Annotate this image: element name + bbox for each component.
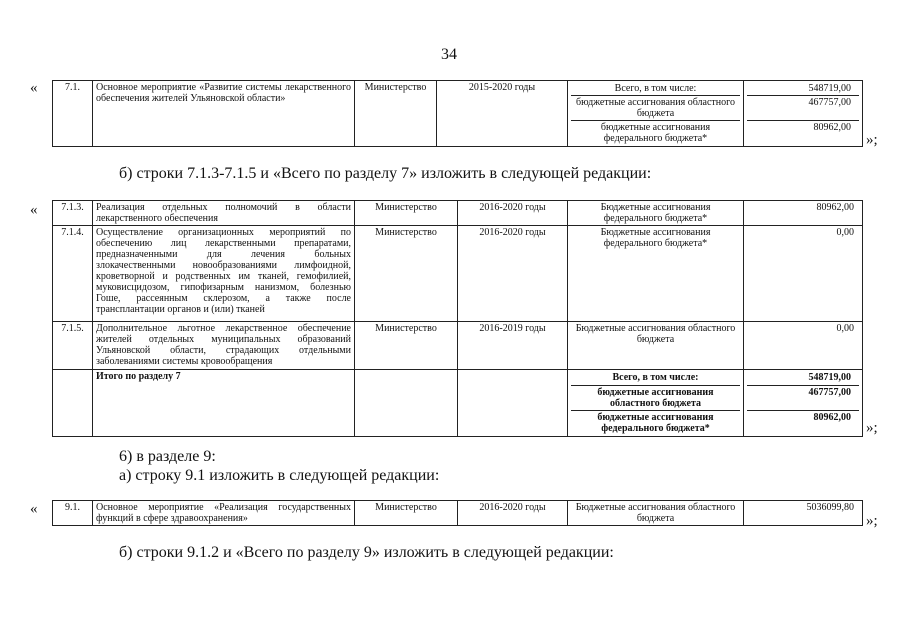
row-number: 9.1.	[53, 501, 93, 526]
row-name: Реализация отдельных полномочий в области лекарственного обеспечения	[93, 201, 355, 226]
source-regional: бюджетные ассигнования областного бюджета	[571, 385, 740, 410]
row-period: 2016-2019 годы	[458, 322, 568, 370]
table-row	[53, 322, 863, 370]
source-regional: бюджетные ассигнования областного бюджета	[571, 95, 740, 120]
row-name: Основное мероприятие «Реализация государственных функций в сфере здравоохранения»	[93, 501, 355, 526]
total-amounts	[744, 370, 863, 437]
row-number: 7.1.3.	[53, 201, 93, 226]
page-number: 34	[441, 46, 457, 63]
row-sources	[568, 81, 744, 147]
quote-open: «	[30, 80, 38, 96]
table-row-7-1	[52, 80, 863, 147]
amount-federal: 80962,00	[747, 120, 859, 145]
table-row	[53, 226, 863, 322]
source-federal: бюджетные ассигнования федерального бюджета*	[571, 410, 740, 435]
row-period	[458, 370, 568, 437]
amount-regional: 467757,00	[747, 95, 859, 120]
row-executor: Министерство	[355, 81, 437, 147]
quote-open: «	[30, 501, 38, 517]
total-sources	[568, 370, 744, 437]
quote-open: «	[30, 202, 38, 218]
row-name: Дополнительное льготное лекарственное обеспечение жителей отдельных муниципальных образований Ульяновской области, страдающих отдельными заболеваниями системы кровообращения	[93, 322, 355, 370]
table-row	[53, 201, 863, 226]
row-name: Осуществление организационных мероприятий по обеспечению лиц лекарственными препаратами, предназначенными для лечения больных злокачественными новообразованиями лимфоидной, кроветворной и родственных им тканей, гемофилией, муковисцидозом, гипофизарным нанизмом, болезнью Гоше, рассеянным склерозом, а также после трансплантации органов и (или) тканей	[93, 226, 355, 322]
paragraph-a: а) строку 9.1 изложить в следующей редакции:	[119, 467, 440, 484]
source-total: Всего, в том числе:	[612, 372, 699, 383]
paragraph-b-7: б) строки 7.1.3-7.1.5 и «Всего по разделу 7» изложить в следующей редакции:	[119, 165, 652, 182]
row-executor: Министерство	[355, 322, 458, 370]
row-period: 2016-2020 годы	[458, 501, 568, 526]
quote-close: »;	[866, 420, 878, 436]
table-rows-7-1-3-to-7-1-5	[52, 200, 863, 437]
row-amount: 5036099,80	[744, 501, 863, 526]
row-executor	[355, 370, 458, 437]
row-source: Бюджетные ассигнования федерального бюджета*	[568, 201, 744, 226]
amount-total: 548719,00	[808, 372, 851, 383]
table-row-total	[53, 370, 863, 437]
quote-close: »;	[866, 513, 878, 529]
source-federal: бюджетные ассигнования федерального бюджета*	[571, 120, 740, 145]
row-amount: 80962,00	[744, 201, 863, 226]
amount-federal: 80962,00	[747, 410, 859, 435]
row-number: 7.1.5.	[53, 322, 93, 370]
row-number: 7.1.	[53, 81, 93, 147]
row-executor: Министерство	[355, 226, 458, 322]
row-number	[53, 370, 93, 437]
row-period: 2015-2020 годы	[437, 81, 568, 147]
row-amount: 0,00	[744, 226, 863, 322]
row-source: Бюджетные ассигнования федерального бюджета*	[568, 226, 744, 322]
total-label: Итого по разделу 7	[93, 370, 355, 437]
quote-close: »;	[866, 132, 878, 148]
row-name: Основное мероприятие «Развитие системы лекарственного обеспечения жителей Ульяновской области»	[93, 81, 355, 147]
row-amount: 0,00	[744, 322, 863, 370]
row-executor: Министерство	[355, 501, 458, 526]
row-period: 2016-2020 годы	[458, 226, 568, 322]
source-total: Всего, в том числе:	[614, 83, 697, 94]
amount-regional: 467757,00	[747, 385, 859, 410]
paragraph-6: 6) в разделе 9:	[119, 448, 216, 465]
amount-total: 548719,00	[808, 83, 851, 94]
row-source: Бюджетные ассигнования областного бюджета	[568, 322, 744, 370]
row-period: 2016-2020 годы	[458, 201, 568, 226]
row-number: 7.1.4.	[53, 226, 93, 322]
row-executor: Министерство	[355, 201, 458, 226]
row-amounts	[744, 81, 863, 147]
table-row-9-1	[52, 500, 863, 526]
paragraph-b-9: б) строки 9.1.2 и «Всего по разделу 9» изложить в следующей редакции:	[119, 544, 614, 561]
row-source: Бюджетные ассигнования областного бюджета	[568, 501, 744, 526]
